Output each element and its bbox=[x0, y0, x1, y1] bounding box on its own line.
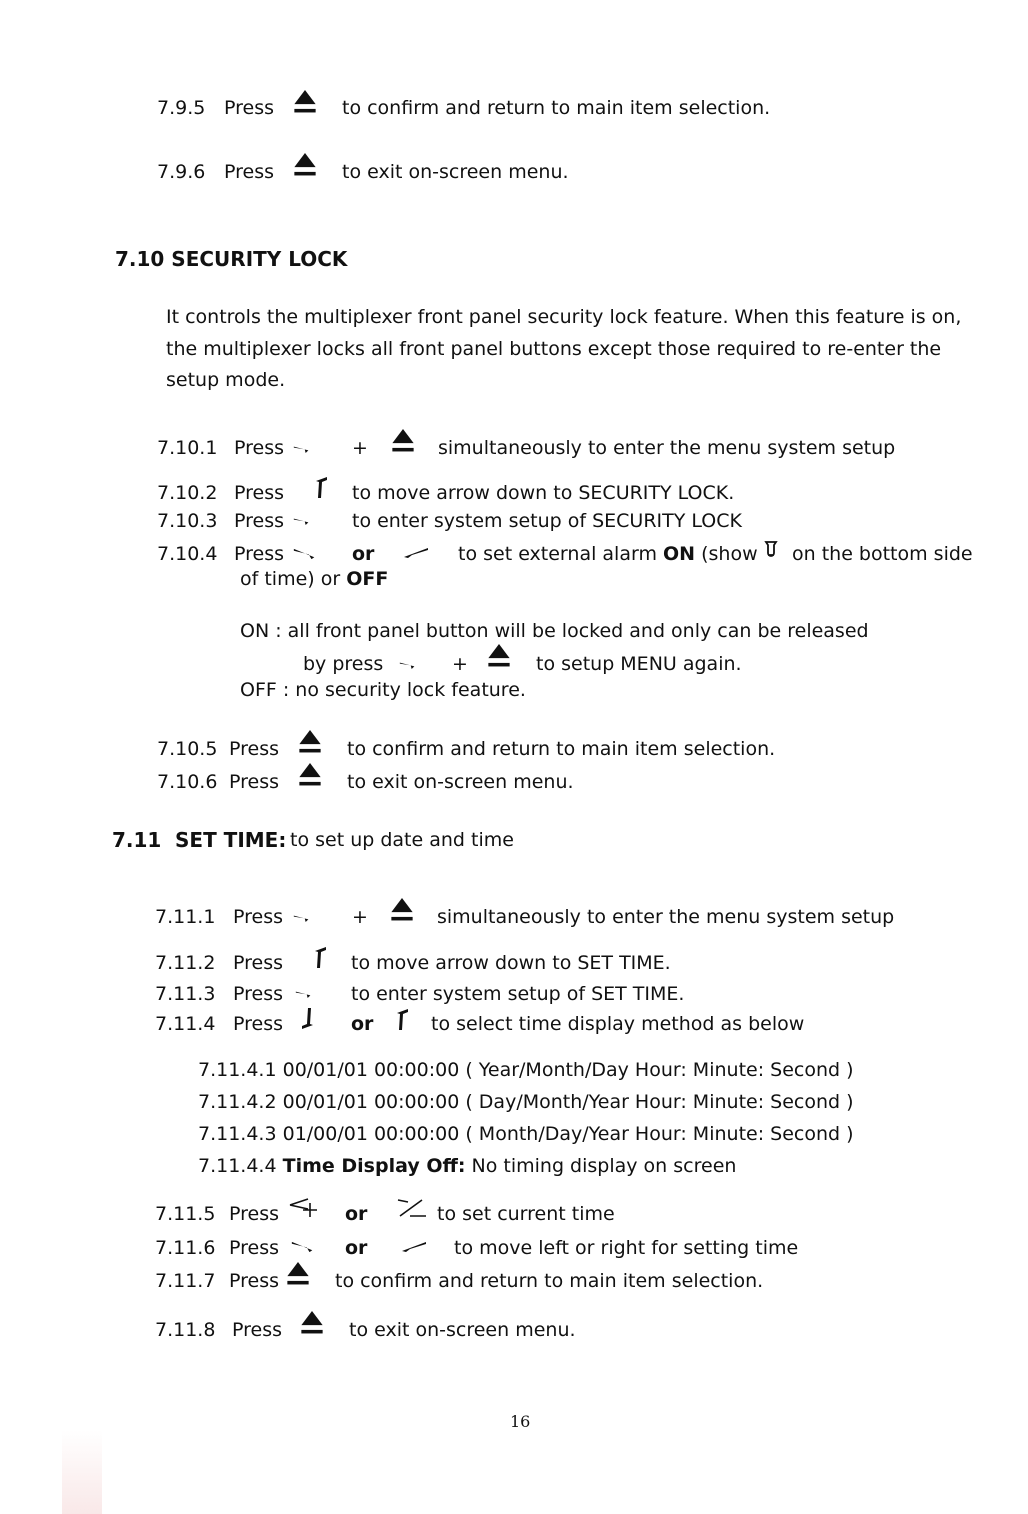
step-text: to exit on-screen menu. bbox=[347, 771, 574, 793]
step-number: 7.10.1 bbox=[157, 437, 218, 459]
plus-sign: + bbox=[452, 653, 468, 675]
list-item: 7.11.4.2 00/01/01 00:00:00 ( Day/Month/Year Hour: Minute: Second ) bbox=[198, 1091, 854, 1113]
step-number: 7.10.5 bbox=[157, 738, 218, 760]
left-arrow-icon bbox=[292, 912, 312, 923]
left-arrow-icon bbox=[292, 443, 312, 454]
eject-icon bbox=[297, 728, 323, 758]
or-label: or bbox=[351, 1013, 374, 1035]
plus-sign bbox=[318, 1202, 331, 1226]
step-number: 7.9.5 bbox=[157, 97, 206, 119]
up-arrow-icon bbox=[300, 1006, 316, 1030]
eject-icon bbox=[486, 642, 512, 672]
step-text: to set current time bbox=[437, 1203, 615, 1225]
section-title: SET TIME: bbox=[175, 828, 287, 852]
eject-icon bbox=[389, 896, 415, 926]
off-description: OFF : no security lock feature. bbox=[240, 679, 526, 701]
list-item: 7.11.4.3 01/00/01 00:00:00 ( Month/Day/Year Hour: Minute: Second ) bbox=[198, 1123, 854, 1145]
section-heading-security-lock: 7.10 SECURITY LOCK bbox=[115, 247, 348, 271]
left-arrow-icon bbox=[398, 659, 418, 670]
eject-icon bbox=[390, 427, 416, 457]
step-text: simultaneously to enter the menu system setup bbox=[437, 906, 895, 928]
step-number: 7.11.6 bbox=[155, 1237, 216, 1259]
time-minus-icon bbox=[394, 1196, 428, 1220]
step-number: 7.10.4 bbox=[157, 543, 218, 565]
press-label: Press bbox=[234, 437, 285, 459]
press-label: Press bbox=[233, 952, 284, 974]
step-text: simultaneously to enter the menu system setup bbox=[438, 437, 896, 459]
alarm-bell-icon bbox=[763, 539, 779, 561]
step-number: 7.10.2 bbox=[157, 482, 218, 504]
right-arrow-icon bbox=[400, 546, 430, 560]
step-text: to enter system setup of SET TIME. bbox=[351, 983, 685, 1005]
step-text: to move left or right for setting time bbox=[454, 1237, 799, 1259]
left-arrow-icon bbox=[290, 1239, 316, 1254]
step-number: 7.11.8 bbox=[155, 1319, 216, 1341]
step-text: to move arrow down to SET TIME. bbox=[351, 952, 671, 974]
left-arrow-icon bbox=[292, 546, 318, 561]
eject-icon bbox=[292, 88, 318, 118]
press-label: Press bbox=[233, 906, 284, 928]
list-item: 7.11.4.4 Time Display Off: No timing display on screen bbox=[198, 1155, 737, 1177]
or-label: or bbox=[345, 1203, 368, 1225]
scan-smudge bbox=[62, 1430, 102, 1514]
step-text: to exit on-screen menu. bbox=[342, 161, 569, 183]
step-text-line2: of time) or OFF bbox=[240, 568, 389, 590]
on-description: ON : all front panel button will be locked and only can be released bbox=[240, 620, 869, 642]
step-text: to enter system setup of SECURITY LOCK bbox=[352, 510, 742, 532]
step-text-continued: on the bottom side bbox=[792, 543, 973, 565]
step-text: to confirm and return to main item selection. bbox=[335, 1270, 764, 1292]
right-arrow-icon bbox=[398, 1240, 428, 1254]
step-text: to move arrow down to SECURITY LOCK. bbox=[352, 482, 735, 504]
press-label: Press bbox=[224, 97, 275, 119]
press-label: Press bbox=[224, 161, 275, 183]
step-number: 7.11.3 bbox=[155, 983, 216, 1005]
step-number: 7.11.5 bbox=[155, 1203, 216, 1225]
step-number: 7.10.3 bbox=[157, 510, 218, 532]
plus-sign: + bbox=[352, 437, 368, 459]
step-number: 7.11.1 bbox=[155, 906, 216, 928]
setup-menu-text: to setup MENU again. bbox=[536, 653, 742, 675]
step-number: 7.11.7 bbox=[155, 1270, 216, 1292]
eject-icon bbox=[292, 151, 318, 181]
press-label: Press bbox=[234, 543, 285, 565]
security-lock-intro: It controls the multiplexer front panel security lock feature. When this feature is on, the multiplexer locks all front panel buttons except those required to re-enter the setup mode. bbox=[166, 306, 962, 391]
press-label: Press bbox=[233, 983, 284, 1005]
or-label: or bbox=[345, 1237, 368, 1259]
plus-sign: + bbox=[352, 906, 368, 928]
section-subtitle: to set up date and time bbox=[290, 829, 514, 851]
down-arrow-icon bbox=[312, 946, 328, 970]
eject-icon bbox=[297, 761, 323, 791]
left-arrow-icon bbox=[294, 988, 314, 999]
by-press-label: by press bbox=[303, 653, 384, 675]
step-number: 7.11.4 bbox=[155, 1013, 216, 1035]
eject-icon bbox=[299, 1309, 325, 1339]
or-label: or bbox=[352, 543, 375, 565]
step-text: to confirm and return to main item selection. bbox=[342, 97, 771, 119]
step-text: to exit on-screen menu. bbox=[349, 1319, 576, 1341]
step-text: to confirm and return to main item selection. bbox=[347, 738, 776, 760]
press-label: Press bbox=[232, 1319, 283, 1341]
step-number: 7.11.2 bbox=[155, 952, 216, 974]
down-arrow-icon bbox=[394, 1008, 410, 1032]
down-arrow-icon bbox=[313, 476, 329, 500]
press-label: Press bbox=[229, 771, 280, 793]
page-number: 16 bbox=[510, 1412, 531, 1431]
step-number: 7.10.6 bbox=[157, 771, 218, 793]
minus-sign bbox=[412, 1202, 420, 1226]
list-item: 7.11.4.1 00/01/01 00:00:00 ( Year/Month/Day Hour: Minute: Second ) bbox=[198, 1059, 854, 1081]
step-text: to set external alarm ON (show bbox=[458, 543, 758, 565]
press-label: Press bbox=[229, 1203, 280, 1225]
press-label: Press bbox=[229, 1237, 280, 1259]
left-arrow-icon bbox=[292, 515, 312, 526]
press-label: Press bbox=[234, 510, 285, 532]
section-number: 7.11 bbox=[112, 828, 162, 852]
press-label: Press bbox=[233, 1013, 284, 1035]
press-label: Press bbox=[229, 1270, 280, 1292]
press-label: Press bbox=[229, 738, 280, 760]
time-plus-icon bbox=[286, 1196, 320, 1220]
step-number: 7.9.6 bbox=[157, 161, 206, 183]
press-label: Press bbox=[234, 482, 285, 504]
eject-icon bbox=[285, 1260, 311, 1290]
step-text: to select time display method as below bbox=[431, 1013, 805, 1035]
